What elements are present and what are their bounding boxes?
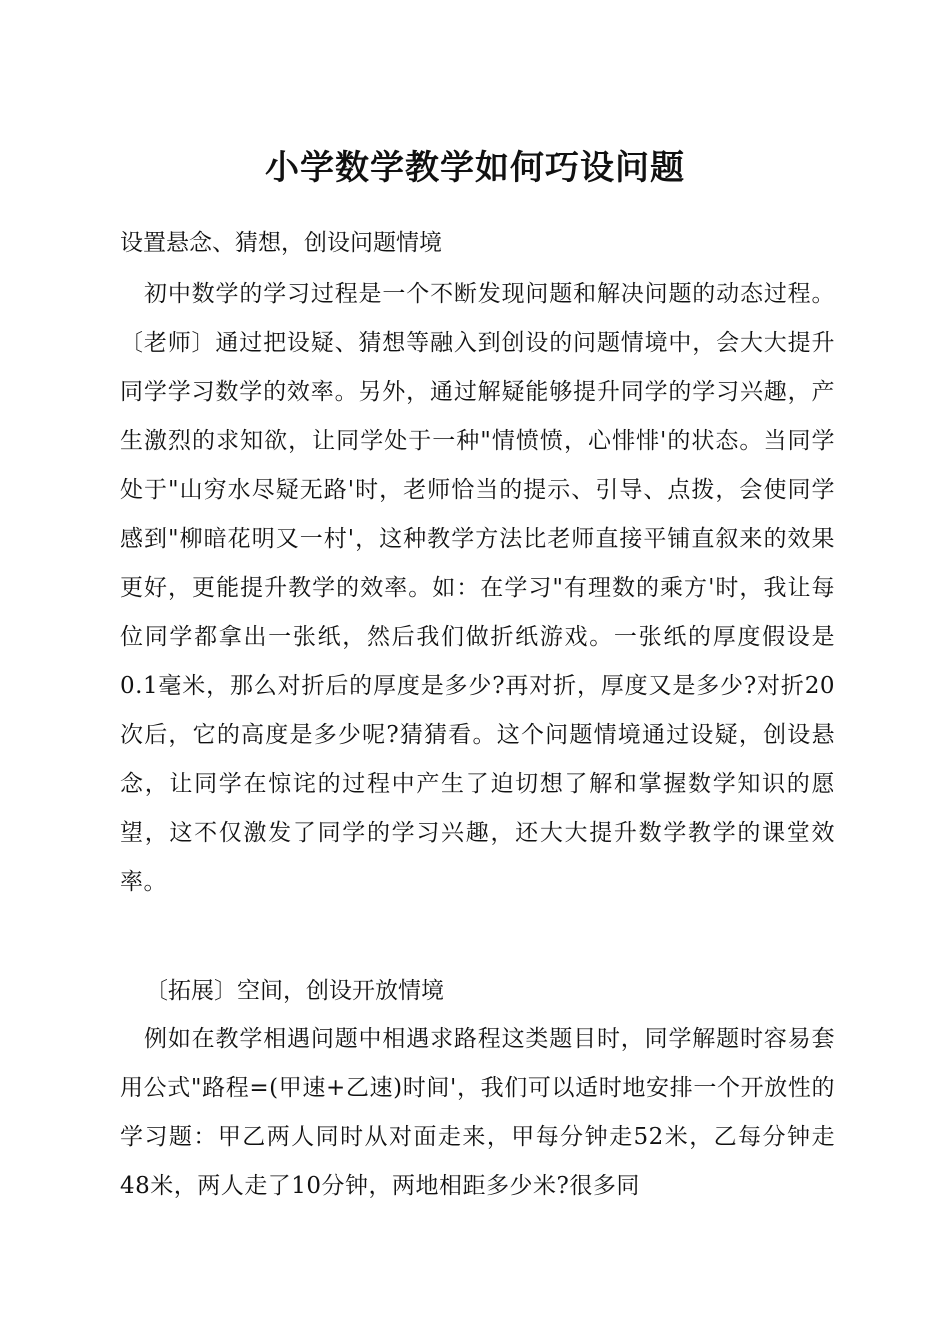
section-heading-2: 〔拓展〕空间，创设开放情境 xyxy=(145,978,444,1004)
section-paragraph-1: 初中数学的学习过程是一个不断发现问题和解决问题的动态过程。〔老师〕通过把设疑、猜想等融入到创设的问题情境中，会大大提升同学学习数学的效率。另外，通过解疑能够提升同学的学习兴趣，产生激烈的求知欲，让同学处于一种"情愤愤，心悱悱'的状态。当同学处于"山穷水尽疑无路'时，老师恰当的提示、引导、点拨，会使同学感到"柳暗花明又一村'，这种教学方法比老师直接平铺直叙来的效果更好，更能提升教学的效率。如：在学习"有理数的乘方'时，我让每位同学都拿出一张纸，然后我们做折纸游戏。一张纸的厚度假设是0.1毫米，那么对折后的厚度是多少?再对折，厚度又是多少?对折20次后，它的高度是多少呢?猜猜看。这个问题情境通过设疑，创设悬念，让同学在惊诧的过程中产生了迫切想了解和掌握数学知识的愿望，这不仅激发了同学的学习兴趣，还大大提升数学教学的课堂效率。 xyxy=(120,281,835,895)
page-title: 小学数学教学如何巧设问题 xyxy=(265,148,685,188)
section-heading-1: 设置悬念、猜想，创设问题情境 xyxy=(120,230,442,256)
section-paragraph-2: 例如在教学相遇问题中相遇求路程这类题目时，同学解题时容易套用公式"路程=(甲速+乙速)时间'，我们可以适时地安排一个开放性的学习题：甲乙两人同时从对面走来，甲每分钟走52米，乙每分钟走48米，两人走了10分钟，两地相距多少米?很多同 xyxy=(120,1026,835,1199)
